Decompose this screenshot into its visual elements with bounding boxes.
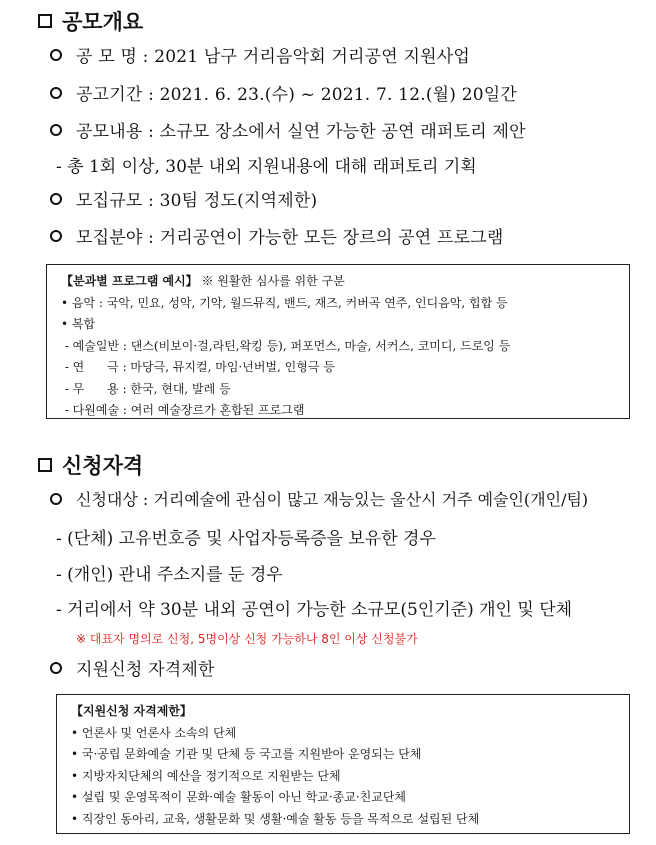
item-text: 신청대상 : 거리예술에 관심이 많고 재능있는 울산시 거주 예술인(개인/팀) bbox=[76, 490, 589, 509]
list-item bbox=[50, 655, 215, 680]
box-heading-text: 【분과별 프로그램 예시】 bbox=[61, 274, 198, 288]
box-heading-note: ※ 원활한 심사를 위한 구분 bbox=[201, 274, 345, 288]
item-text: 모집분야 : 거리공연이 가능한 모든 장르의 공연 프로그램 bbox=[76, 228, 504, 248]
list-item bbox=[50, 117, 526, 142]
box-heading: 【지원신청 자격제한】 bbox=[71, 704, 192, 718]
section-title-text: 공모개요 bbox=[62, 10, 144, 34]
program-example-box bbox=[46, 264, 630, 419]
sub-item: - 총 1회 이상, 30분 내외 지원내용에 대해 래퍼토리 기획 bbox=[56, 157, 477, 177]
sub-item: - (개인) 관내 주소지를 둔 경우 bbox=[56, 565, 283, 585]
item-text: 공 모 명 : 2021 남구 거리음악회 거리공연 지원사업 bbox=[76, 47, 471, 67]
list-item bbox=[50, 223, 503, 248]
circle-bullet-icon bbox=[50, 124, 62, 136]
sub-item: - (단체) 고유번호증 및 사업자등록증을 보유한 경우 bbox=[56, 529, 436, 549]
box-line: - 예술일반 : 댄스(비보이·걸,라틴,왁킹 등), 퍼포먼스, 마술, 서커스, 코미디, 드로잉 등 bbox=[61, 338, 511, 353]
checkbox-square-icon bbox=[38, 458, 52, 472]
circle-bullet-icon bbox=[50, 230, 62, 242]
box-line: • 설립 및 운영목적이 문화·예술 활동이 아닌 학교·종교·친교단체 bbox=[71, 790, 407, 804]
list-item bbox=[50, 186, 317, 211]
checkbox-square-icon bbox=[38, 14, 52, 28]
item-text: 공고기간 : 2021. 6. 23.(수) ~ 2021. 7. 12.(월) 20일간 bbox=[76, 85, 517, 105]
box-line: • 지방자치단체의 예산을 정기적으로 지원받는 단체 bbox=[71, 768, 341, 783]
box-line: - 다원예술 : 여러 예술장르가 혼합된 프로그램 bbox=[61, 403, 305, 417]
box-line: • 복합 bbox=[61, 317, 96, 331]
box-line: • 국·공립 문화예술 기관 및 단체 등 국고를 지원받아 운영되는 단체 bbox=[71, 747, 422, 761]
box-line: - 무 용 : 한국, 현대, 발레 등 bbox=[61, 381, 231, 396]
sub-item: - 거리에서 약 30분 내외 공연이 가능한 소규모(5인기준) 개인 및 단체 bbox=[56, 600, 573, 620]
box-heading bbox=[61, 271, 619, 293]
section-title-overview bbox=[38, 6, 143, 36]
circle-bullet-icon bbox=[50, 193, 62, 205]
box-line: - 연 극 : 마당극, 뮤지컬, 마임·넌버벌, 인형극 등 bbox=[61, 360, 335, 374]
circle-bullet-icon bbox=[50, 493, 62, 505]
box-line: • 음악 : 국악, 민요, 성악, 기악, 월드뮤직, 밴드, 재즈, 커버곡 연주, 인디음악, 힙합 등 bbox=[61, 295, 508, 310]
restriction-box bbox=[56, 694, 630, 834]
circle-bullet-icon bbox=[50, 87, 62, 99]
item-text: 공모내용 : 소규모 장소에서 실연 가능한 공연 래퍼토리 제안 bbox=[76, 122, 526, 142]
section-title-text: 신청자격 bbox=[62, 454, 144, 478]
item-text: 지원신청 자격제한 bbox=[76, 660, 215, 680]
list-item bbox=[50, 487, 588, 510]
list-item bbox=[50, 42, 470, 67]
circle-bullet-icon bbox=[50, 662, 62, 674]
section-title-eligibility bbox=[38, 450, 143, 480]
note-text: ※ 대표자 명의로 신청, 5명이상 신청 가능하나 8인 이상 신청불가 bbox=[76, 632, 418, 646]
list-item bbox=[50, 80, 517, 105]
box-line: • 직장인 동아리, 교육, 생활문화 및 생활·예술 활동 등을 목적으로 설립된 단체 bbox=[71, 811, 480, 826]
circle-bullet-icon bbox=[50, 49, 62, 61]
box-line: • 언론사 및 언론사 소속의 단체 bbox=[71, 725, 237, 740]
item-text: 모집규모 : 30팀 정도(지역제한) bbox=[76, 191, 318, 211]
